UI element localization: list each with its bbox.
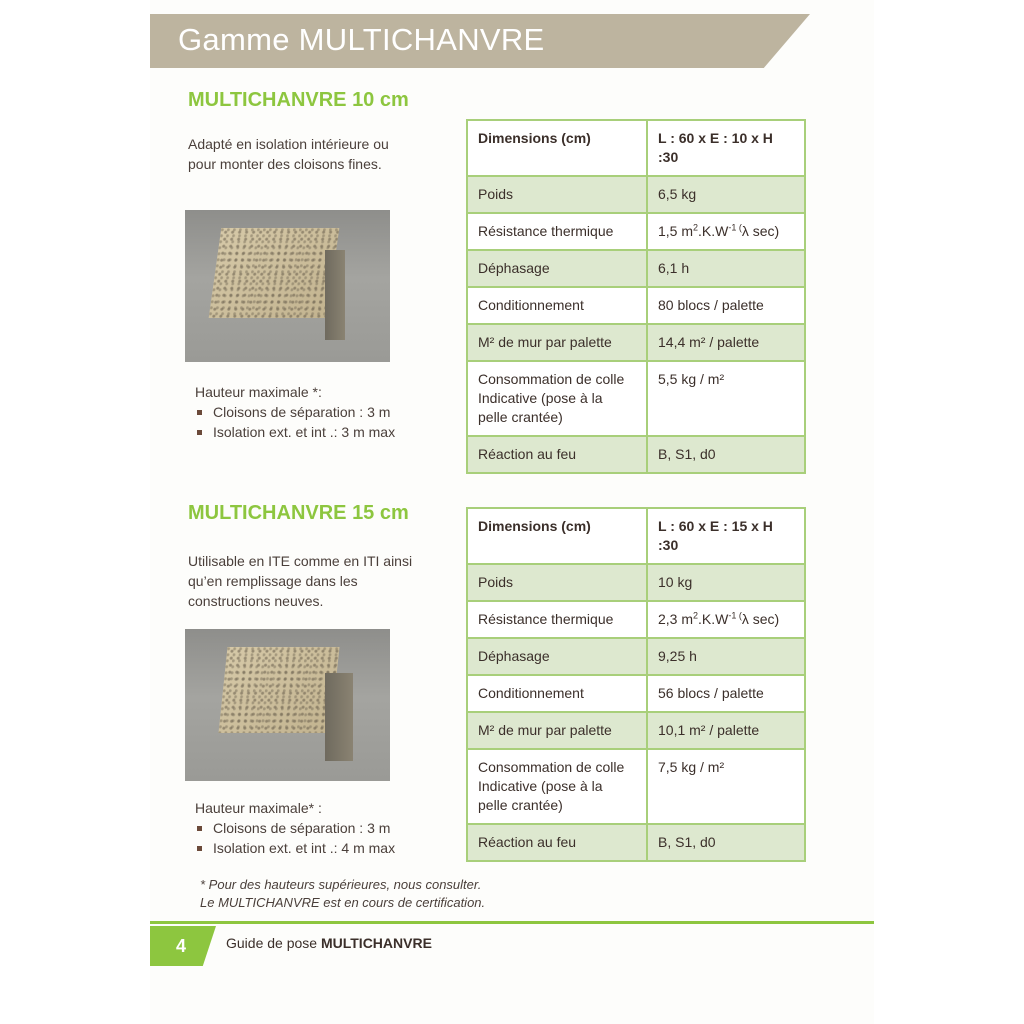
table-row bbox=[467, 564, 805, 601]
superscript: 2 bbox=[693, 610, 699, 621]
table-cell: Résistance thermique bbox=[467, 213, 647, 250]
max-height-title: Hauteur maximale *: bbox=[195, 384, 322, 400]
cell-line: pelle crantée) bbox=[478, 409, 563, 425]
description-10cm bbox=[188, 134, 438, 174]
description-line: Utilisable en ITE comme en ITI ainsi bbox=[188, 553, 413, 569]
table-cell: Dimensions (cm) bbox=[467, 120, 647, 176]
table-cell bbox=[647, 601, 805, 638]
description-line: Adapté en isolation intérieure ou bbox=[188, 136, 389, 152]
table-cell: 6,5 kg bbox=[647, 176, 805, 213]
table-cell: 7,5 kg / m² bbox=[647, 749, 805, 824]
table-cell: Résistance thermique bbox=[467, 601, 647, 638]
table-row bbox=[467, 508, 805, 564]
cell-line: Indicative (pose à la bbox=[478, 390, 603, 406]
table-cell bbox=[647, 213, 805, 250]
spec-table-10cm bbox=[466, 119, 806, 474]
table-cell bbox=[467, 361, 647, 436]
section-title-10cm: MULTICHANVRE 10 cm bbox=[188, 89, 409, 111]
value-part: 1,5 m bbox=[658, 223, 694, 239]
list-item: Isolation ext. et int .: 3 m max bbox=[195, 422, 435, 442]
table-row bbox=[467, 824, 805, 861]
spec-table-15cm bbox=[466, 507, 806, 862]
max-height-title: Hauteur maximale* : bbox=[195, 800, 322, 816]
table-cell: M² de mur par palette bbox=[467, 712, 647, 749]
table-cell: Conditionnement bbox=[467, 287, 647, 324]
table-cell: 14,4 m² / palette bbox=[647, 324, 805, 361]
table-cell: L : 60 x E : 10 x H :30 bbox=[647, 120, 805, 176]
table-row bbox=[467, 638, 805, 675]
table-row bbox=[467, 675, 805, 712]
description-15cm bbox=[188, 551, 438, 611]
table-cell: 10,1 m² / palette bbox=[647, 712, 805, 749]
page-number: 4 bbox=[176, 936, 187, 956]
product-photo-10cm bbox=[185, 210, 390, 362]
max-height-10cm bbox=[195, 382, 435, 442]
superscript: -1 ( bbox=[728, 610, 742, 621]
table-row bbox=[467, 361, 805, 436]
hemp-block bbox=[209, 228, 340, 318]
table-row bbox=[467, 601, 805, 638]
footnote bbox=[200, 876, 485, 912]
cell-line: Consommation de colle bbox=[478, 371, 625, 387]
list-item: Cloisons de séparation : 3 m bbox=[195, 818, 435, 838]
footer-divider bbox=[150, 921, 874, 924]
table-cell: 5,5 kg / m² bbox=[647, 361, 805, 436]
superscript: 2 bbox=[693, 222, 699, 233]
table-cell: Conditionnement bbox=[467, 675, 647, 712]
cell-line: Indicative (pose à la bbox=[478, 778, 603, 794]
list-item: Cloisons de séparation : 3 m bbox=[195, 402, 435, 422]
table-cell bbox=[467, 749, 647, 824]
description-line: constructions neuves. bbox=[188, 593, 324, 609]
table-cell: Déphasage bbox=[467, 638, 647, 675]
table-cell: 9,25 h bbox=[647, 638, 805, 675]
table-cell: B, S1, d0 bbox=[647, 824, 805, 861]
hemp-block-side bbox=[325, 673, 353, 761]
table-row bbox=[467, 324, 805, 361]
list-item: Isolation ext. et int .: 4 m max bbox=[195, 838, 435, 858]
table-cell: 6,1 h bbox=[647, 250, 805, 287]
table-cell: B, S1, d0 bbox=[647, 436, 805, 473]
table-row bbox=[467, 213, 805, 250]
table-row bbox=[467, 176, 805, 213]
table-cell: 56 blocs / palette bbox=[647, 675, 805, 712]
table-row bbox=[467, 250, 805, 287]
value-part: λ sec) bbox=[741, 223, 780, 239]
footnote-line: Le MULTICHANVRE est en cours de certification. bbox=[200, 895, 486, 910]
table-cell: L : 60 x E : 15 x H :30 bbox=[647, 508, 805, 564]
table-row bbox=[467, 120, 805, 176]
table-cell: 80 blocs / palette bbox=[647, 287, 805, 324]
description-line: qu’en remplissage dans les bbox=[188, 573, 358, 589]
value-part: 2,3 m bbox=[658, 611, 694, 627]
value-part: .K.W bbox=[698, 611, 729, 627]
description-line: pour monter des cloisons fines. bbox=[188, 156, 382, 172]
table-cell: Poids bbox=[467, 564, 647, 601]
table-cell: Dimensions (cm) bbox=[467, 508, 647, 564]
table-row bbox=[467, 712, 805, 749]
section-title-15cm: MULTICHANVRE 15 cm bbox=[188, 502, 409, 524]
superscript: -1 ( bbox=[728, 222, 742, 233]
hemp-block bbox=[218, 647, 339, 733]
cell-line: Consommation de colle bbox=[478, 759, 625, 775]
table-row bbox=[467, 287, 805, 324]
table-cell: Déphasage bbox=[467, 250, 647, 287]
table-row bbox=[467, 436, 805, 473]
footnote-line: * Pour des hauteurs supérieures, nous consulter. bbox=[200, 877, 482, 892]
table-cell: M² de mur par palette bbox=[467, 324, 647, 361]
table-cell: Réaction au feu bbox=[467, 824, 647, 861]
table-cell: 10 kg bbox=[647, 564, 805, 601]
table-cell: Poids bbox=[467, 176, 647, 213]
hemp-block-side bbox=[325, 250, 345, 340]
footer-text-prefix: Guide de pose bbox=[226, 935, 321, 951]
footer-text-brand: MULTICHANVRE bbox=[320, 935, 432, 951]
value-part: λ sec) bbox=[741, 611, 780, 627]
max-height-15cm bbox=[195, 798, 435, 858]
footer-guide-title bbox=[226, 935, 432, 951]
table-row bbox=[467, 749, 805, 824]
value-part: .K.W bbox=[698, 223, 729, 239]
product-photo-15cm bbox=[185, 629, 390, 781]
table-cell: Réaction au feu bbox=[467, 436, 647, 473]
page-title: Gamme MULTICHANVRE bbox=[178, 22, 545, 57]
cell-line: pelle crantée) bbox=[478, 797, 563, 813]
